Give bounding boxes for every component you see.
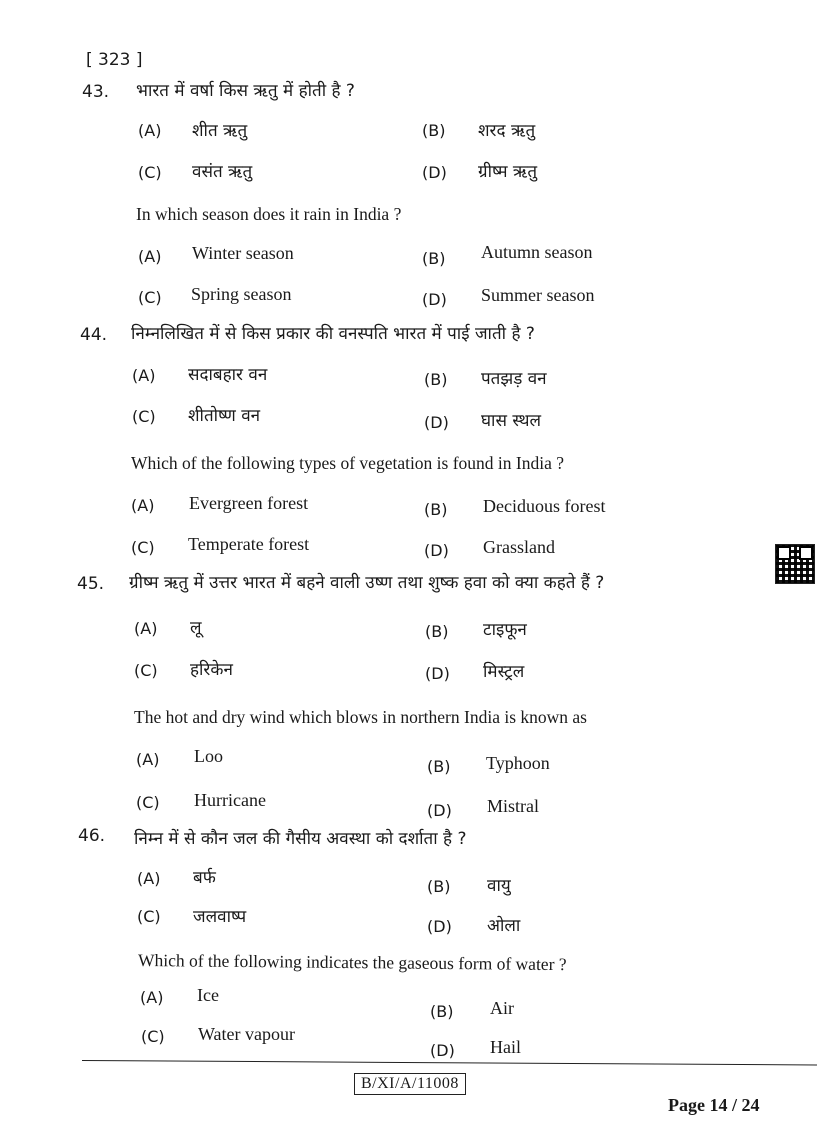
option-letter: (A) [138, 247, 162, 266]
footer-divider [82, 1060, 817, 1065]
question-number: 44. [80, 325, 108, 345]
option-letter: (B) [425, 622, 449, 641]
option-text: Evergreen forest [189, 493, 309, 513]
page-code: [ 323 ] [86, 50, 143, 70]
option-letter: (A) [134, 619, 158, 638]
option-letter: (D) [424, 541, 449, 560]
question-text-hindi: निम्नलिखित में से किस प्रकार की वनस्पति भारत में पाई जाती है ? [131, 324, 535, 344]
question-text-english: Which of the following types of vegetation is found in India ? [131, 453, 565, 473]
option-text: ओला [487, 916, 521, 936]
option-text: Typhoon [486, 753, 550, 773]
question-text-english: In which season does it rain in India ? [136, 204, 402, 224]
question-text-english: The hot and dry wind which blows in northern India is known as [134, 707, 587, 727]
page-number: Page 14 / 24 [668, 1095, 760, 1115]
option-text: Mistral [487, 796, 539, 816]
option-text: Loo [194, 746, 223, 766]
option-letter: (A) [136, 750, 160, 769]
option-letter: (D) [427, 801, 452, 820]
option-text: Temperate forest [188, 534, 310, 554]
option-letter: (D) [424, 413, 449, 432]
option-letter: (A) [140, 988, 164, 1007]
option-text: टाइफून [483, 620, 527, 640]
option-letter: (B) [422, 121, 446, 140]
option-text: Hurricane [194, 790, 266, 810]
option-letter: (C) [131, 538, 155, 557]
option-text: Spring season [191, 284, 292, 304]
option-text: शरद ऋतु [478, 121, 536, 141]
option-text: जलवाष्प [193, 907, 247, 927]
option-letter: (B) [424, 370, 448, 389]
option-letter: (C) [137, 907, 161, 926]
option-letter: (A) [132, 366, 156, 385]
option-text: वसंत ऋतु [192, 162, 253, 182]
option-text: वायु [487, 876, 511, 896]
option-text: शीत ऋतु [192, 121, 248, 141]
option-text: Air [490, 998, 514, 1018]
option-letter: (C) [138, 288, 162, 307]
option-letter: (C) [136, 793, 160, 812]
option-text: Water vapour [198, 1024, 296, 1044]
option-text: Summer season [481, 285, 595, 305]
question-number: 43. [82, 82, 110, 102]
option-letter: (C) [141, 1027, 165, 1046]
question-text-english: Which of the following indicates the gaseous form of water ? [137, 950, 567, 975]
option-letter: (B) [424, 500, 448, 519]
option-letter: (B) [427, 757, 451, 776]
question-number: 45. [77, 574, 105, 594]
option-letter: (C) [138, 163, 162, 182]
option-letter: (D) [422, 290, 447, 309]
option-text: मिस्ट्रल [483, 662, 525, 682]
question-text-hindi: ग्रीष्म ऋतु में उत्तर भारत में बहने वाली उष्ण तथा शुष्क हवा को क्या कहते हैं ? [129, 573, 605, 593]
option-letter: (C) [132, 407, 156, 426]
option-text: लू [190, 618, 202, 638]
option-letter: (B) [427, 877, 451, 896]
question-text-hindi: भारत में वर्षा किस ऋतु में होती है ? [136, 81, 355, 101]
option-text: पतझड़ वन [481, 369, 547, 389]
option-text: Grassland [483, 537, 555, 557]
option-text: हरिकेन [190, 660, 233, 680]
option-letter: (C) [134, 661, 158, 680]
option-letter: (D) [430, 1041, 455, 1060]
option-letter: (A) [138, 121, 162, 140]
qr-code-icon [776, 545, 814, 583]
option-text: बर्फ [193, 868, 216, 888]
option-letter: (A) [137, 869, 161, 888]
option-text: Hail [490, 1037, 521, 1057]
option-text: शीतोष्ण वन [188, 406, 261, 426]
question-text-hindi: निम्न में से कौन जल की गैसीय अवस्था को दर्शाता है ? [134, 829, 467, 849]
question-number: 46. [78, 826, 106, 846]
option-text: Ice [197, 985, 219, 1005]
option-text: सदाबहार वन [188, 365, 268, 385]
option-text: Autumn season [481, 242, 593, 262]
option-text: Winter season [192, 243, 294, 263]
option-text: Deciduous forest [483, 496, 606, 516]
booklet-code: B/XI/A/11008 [354, 1073, 466, 1095]
option-text: घास स्थल [481, 411, 542, 431]
option-letter: (B) [422, 249, 446, 268]
option-letter: (B) [430, 1002, 454, 1021]
option-letter: (D) [425, 664, 450, 683]
option-text: ग्रीष्म ऋतु [478, 162, 538, 182]
option-letter: (D) [427, 917, 452, 936]
option-letter: (D) [422, 163, 447, 182]
option-letter: (A) [131, 496, 155, 515]
